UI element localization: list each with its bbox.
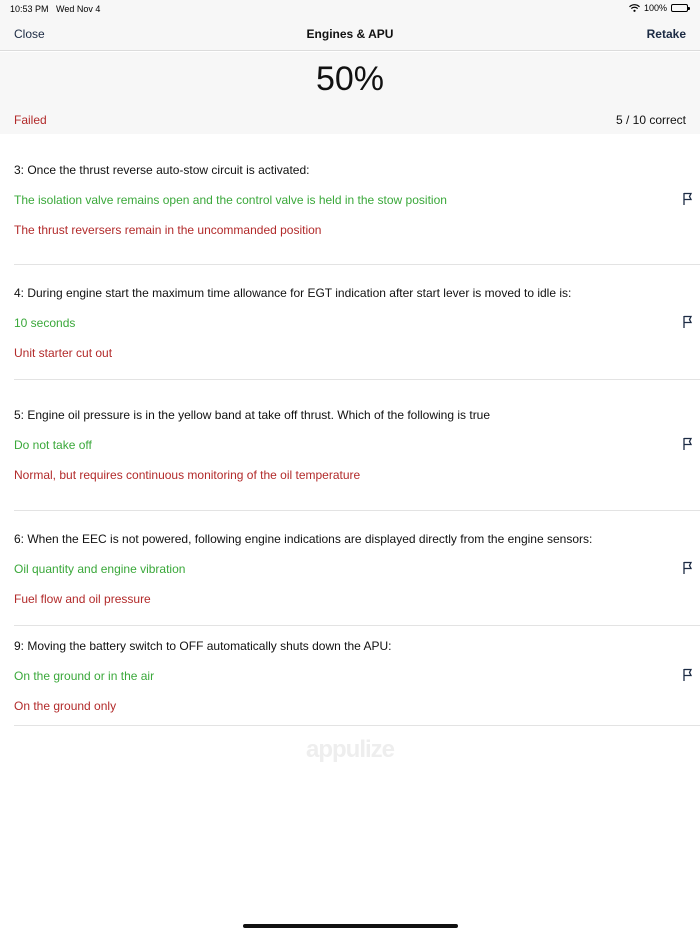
wrong-answer: Fuel flow and oil pressure: [14, 592, 151, 606]
status-bar: [0, 0, 700, 18]
home-indicator[interactable]: [243, 924, 458, 928]
question-item: [14, 380, 700, 511]
question-text: 9: Moving the battery switch to OFF automatically shuts down the APU:: [14, 639, 392, 653]
question-item: [14, 626, 700, 726]
score-percent: 50%: [315, 60, 385, 98]
correct-count: 5 / 10 correct: [615, 113, 686, 127]
battery-icon: [671, 4, 688, 12]
wrong-answer: Unit starter cut out: [14, 346, 113, 360]
correct-answer: 10 seconds: [14, 316, 76, 330]
page-title: Engines & APU: [306, 27, 394, 41]
appulize-watermark: appulize: [305, 736, 394, 763]
question-text: 5: Engine oil pressure is in the yellow band at take off thrust. Which of the following is true: [14, 408, 491, 422]
status-right: [629, 3, 688, 13]
battery-percent: 100%: [643, 3, 667, 13]
question-text: 6: When the EEC is not powered, following engine indications are displayed directly from the engine sensors:: [14, 532, 593, 546]
question-item: [14, 265, 700, 380]
date-text: Wed Nov 4: [56, 4, 101, 14]
flag-icon[interactable]: [682, 437, 694, 451]
correct-answer: Oil quantity and engine vibration: [14, 562, 186, 576]
time-text: 10:53 PM: [10, 4, 49, 14]
nav-bar: [0, 18, 700, 51]
wifi-icon: [629, 4, 640, 12]
correct-answer: Do not take off: [14, 438, 92, 452]
question-item: [14, 134, 700, 265]
retake-button[interactable]: Retake: [646, 27, 686, 41]
correct-answer: The isolation valve remains open and the control valve is held in the stow position: [14, 193, 447, 207]
wrong-answer: Normal, but requires continuous monitoring of the oil temperature: [14, 468, 361, 482]
wrong-answer: The thrust reversers remain in the uncommanded position: [14, 223, 322, 237]
score-summary: [0, 52, 700, 134]
flag-icon[interactable]: [682, 192, 694, 206]
close-button[interactable]: Close: [14, 27, 45, 41]
flag-icon[interactable]: [682, 561, 694, 575]
wrong-answer: On the ground only: [14, 699, 117, 713]
question-item: [14, 511, 700, 626]
status-time: [10, 4, 100, 14]
question-text: 4: During engine start the maximum time allowance for EGT indication after start lever is moved to idle is:: [14, 286, 572, 300]
question-text: 3: Once the thrust reverse auto-stow circuit is activated:: [14, 163, 310, 177]
correct-answer: On the ground or in the air: [14, 669, 155, 683]
question-list: [0, 134, 700, 726]
flag-icon[interactable]: [682, 315, 694, 329]
result-status: Failed: [14, 113, 47, 127]
flag-icon[interactable]: [682, 668, 694, 682]
